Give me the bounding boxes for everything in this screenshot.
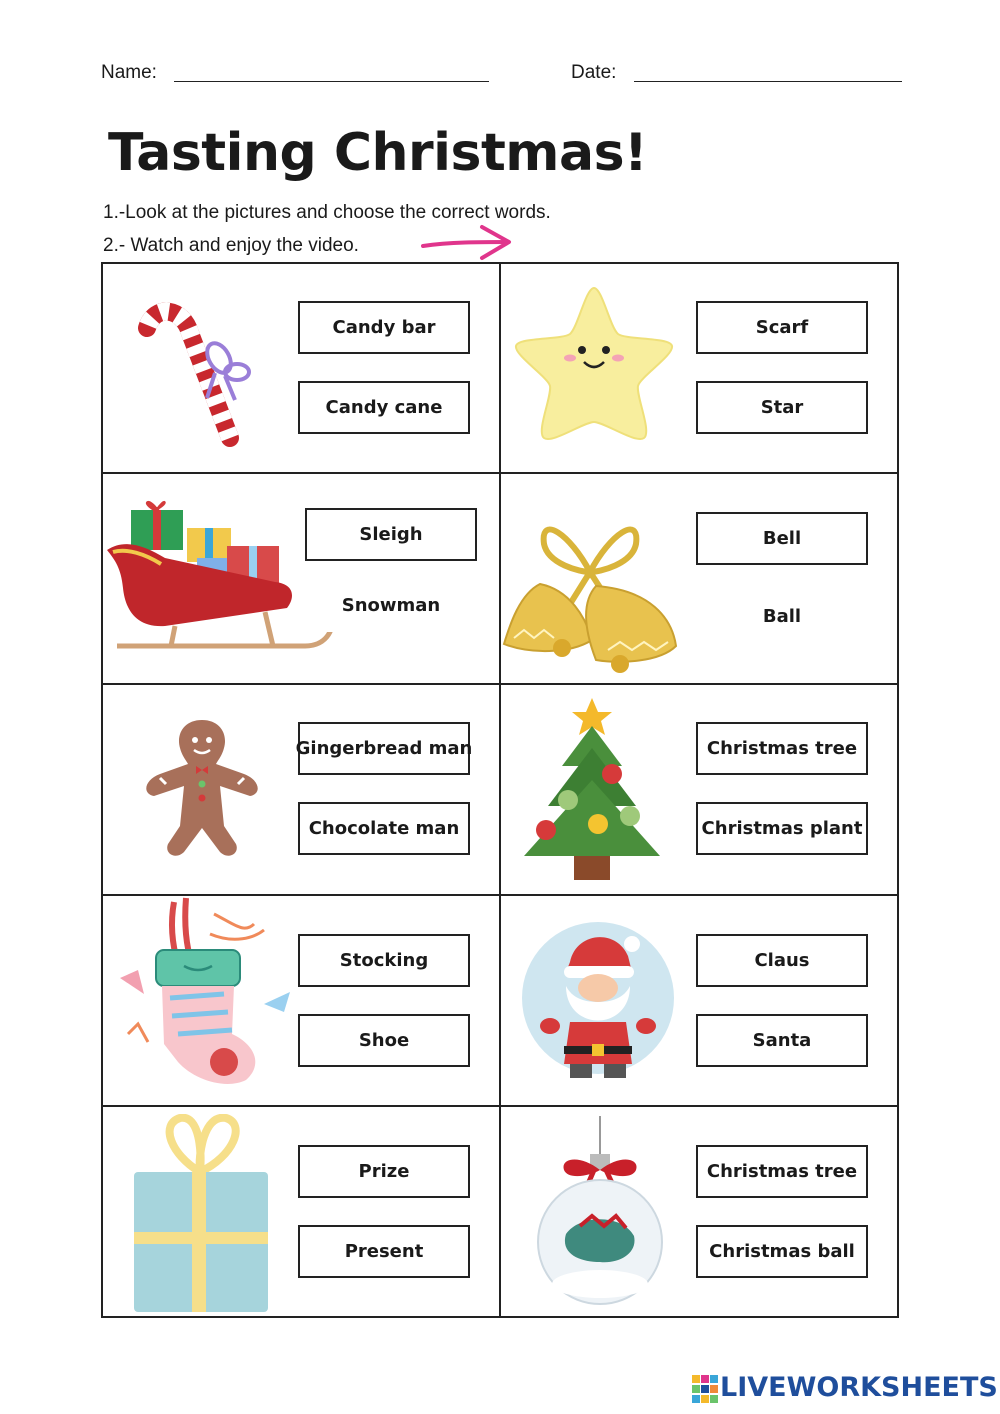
name-label: Name: bbox=[101, 62, 157, 83]
star-icon bbox=[512, 282, 677, 444]
option-text[interactable]: Ball bbox=[696, 590, 868, 643]
gingerbread-man-icon bbox=[140, 716, 264, 862]
option-button[interactable]: Present bbox=[298, 1225, 470, 1278]
option-button[interactable]: Santa bbox=[696, 1014, 868, 1067]
page-title: Tasting Christmas! bbox=[108, 123, 648, 183]
grid-divider bbox=[101, 683, 899, 685]
santa-icon bbox=[520, 922, 676, 1082]
option-button[interactable]: Christmas plant bbox=[696, 802, 868, 855]
option-button[interactable]: Bell bbox=[696, 512, 868, 565]
option-button[interactable]: Prize bbox=[298, 1145, 470, 1198]
option-button[interactable]: Christmas ball bbox=[696, 1225, 868, 1278]
bell-icon bbox=[500, 514, 682, 676]
option-button[interactable]: Gingerbread man bbox=[298, 722, 470, 775]
option-button[interactable]: Candy cane bbox=[298, 381, 470, 434]
liveworksheets-logo-icon bbox=[692, 1375, 718, 1405]
candy-cane-icon bbox=[135, 288, 255, 448]
instruction-2: 2.- Watch and enjoy the video. bbox=[103, 235, 359, 256]
christmas-ball-icon bbox=[530, 1114, 670, 1310]
grid-divider bbox=[499, 262, 501, 1318]
option-button[interactable]: Star bbox=[696, 381, 868, 434]
instruction-1: 1.-Look at the pictures and choose the correct words. bbox=[103, 202, 551, 223]
present-icon bbox=[130, 1114, 272, 1316]
grid-divider bbox=[101, 1105, 899, 1107]
option-button[interactable]: Chocolate man bbox=[298, 802, 470, 855]
grid-divider bbox=[101, 472, 899, 474]
option-button[interactable]: Sleigh bbox=[305, 508, 477, 561]
stocking-icon bbox=[114, 894, 300, 1092]
option-button[interactable]: Claus bbox=[696, 934, 868, 987]
christmas-tree-icon bbox=[518, 696, 664, 882]
option-button[interactable]: Christmas tree bbox=[696, 1145, 868, 1198]
date-label: Date: bbox=[571, 62, 617, 83]
option-button[interactable]: Christmas tree bbox=[696, 722, 868, 775]
option-button[interactable]: Shoe bbox=[298, 1014, 470, 1067]
option-button[interactable]: Scarf bbox=[696, 301, 868, 354]
option-button[interactable]: Stocking bbox=[298, 934, 470, 987]
date-field[interactable] bbox=[634, 81, 902, 82]
name-field[interactable] bbox=[174, 81, 489, 82]
option-text[interactable]: Snowman bbox=[305, 579, 477, 632]
option-button[interactable]: Candy bar bbox=[298, 301, 470, 354]
footer-brand: LIVEWORKSHEETS bbox=[720, 1372, 998, 1403]
video-arrow-icon[interactable] bbox=[420, 222, 515, 264]
